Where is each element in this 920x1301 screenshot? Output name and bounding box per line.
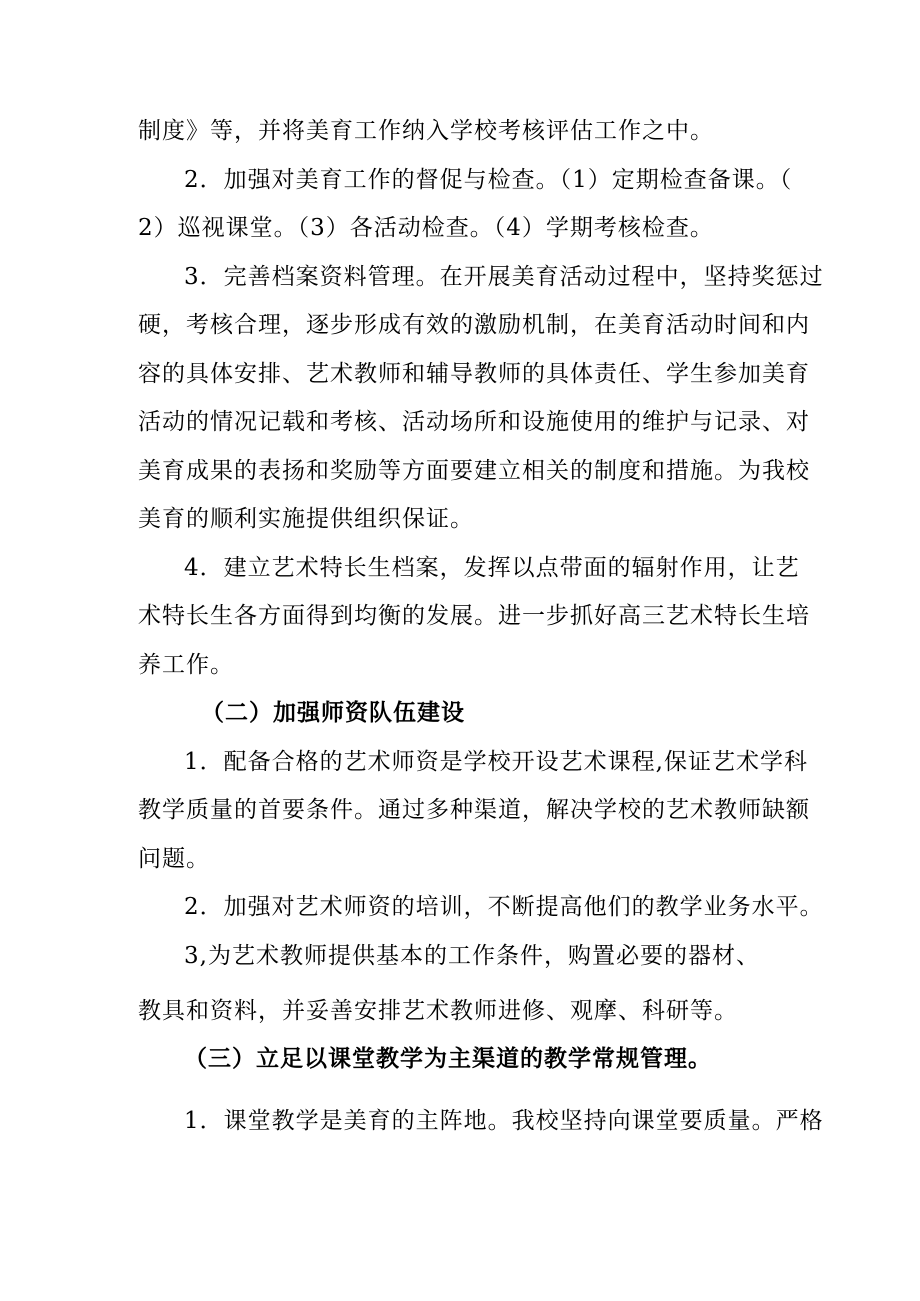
text-line: 4．建立艺术特长生档案，发挥以点带面的辐射作用，让艺 <box>184 555 800 581</box>
text-line: 养工作。 <box>138 652 234 678</box>
text-line: 教具和资料，并妥善安排艺术教师进修、观摩、科研等。 <box>138 998 738 1024</box>
text-line: 美育成果的表扬和奖励等方面要建立相关的制度和措施。为我校 <box>138 458 810 484</box>
text-line: 术特长生各方面得到均衡的发展。进一步抓好高三艺术特长生培 <box>138 603 810 629</box>
text-line: 1．配备合格的艺术师资是学校开设艺术课程,保证艺术学科 <box>184 749 808 775</box>
text-line: 2．加强对美育工作的督促与检查。（1）定期检查备课。（ <box>184 167 793 193</box>
section-heading: （二）加强师资队伍建设 <box>201 699 465 726</box>
text-line: 2．加强对艺术师资的培训，不断提高他们的教学业务水平。 <box>184 894 824 920</box>
section-heading: （三）立足以课堂教学为主渠道的教学常规管理。 <box>184 1045 712 1072</box>
text-line: 容的具体安排、艺术教师和辅导教师的具体责任、学生参加美育 <box>138 361 810 387</box>
text-line: 硬，考核合理，逐步形成有效的激励机制，在美育活动时间和内 <box>138 312 810 338</box>
text-line: 活动的情况记载和考核、活动场所和设施使用的维护与记录、对 <box>138 409 810 435</box>
text-line: 问题。 <box>138 846 210 872</box>
text-line: 2）巡视课堂。（3）各活动检查。（4）学期考核检查。 <box>138 215 714 241</box>
text-line: 美育的顺利实施提供组织保证。 <box>138 506 474 532</box>
text-line: 制度》等，并将美育工作纳入学校考核评估工作之中。 <box>138 118 714 144</box>
text-line: 3．完善档案资料管理。在开展美育活动过程中，坚持奖惩过 <box>184 264 824 290</box>
text-line: 教学质量的首要条件。通过多种渠道，解决学校的艺术教师缺额 <box>138 797 810 823</box>
text-line: 1．课堂教学是美育的主阵地。我校坚持向课堂要质量。严格 <box>184 1108 824 1134</box>
text-line: 3,为艺术教师提供基本的工作条件，购置必要的器材、 <box>184 943 760 969</box>
